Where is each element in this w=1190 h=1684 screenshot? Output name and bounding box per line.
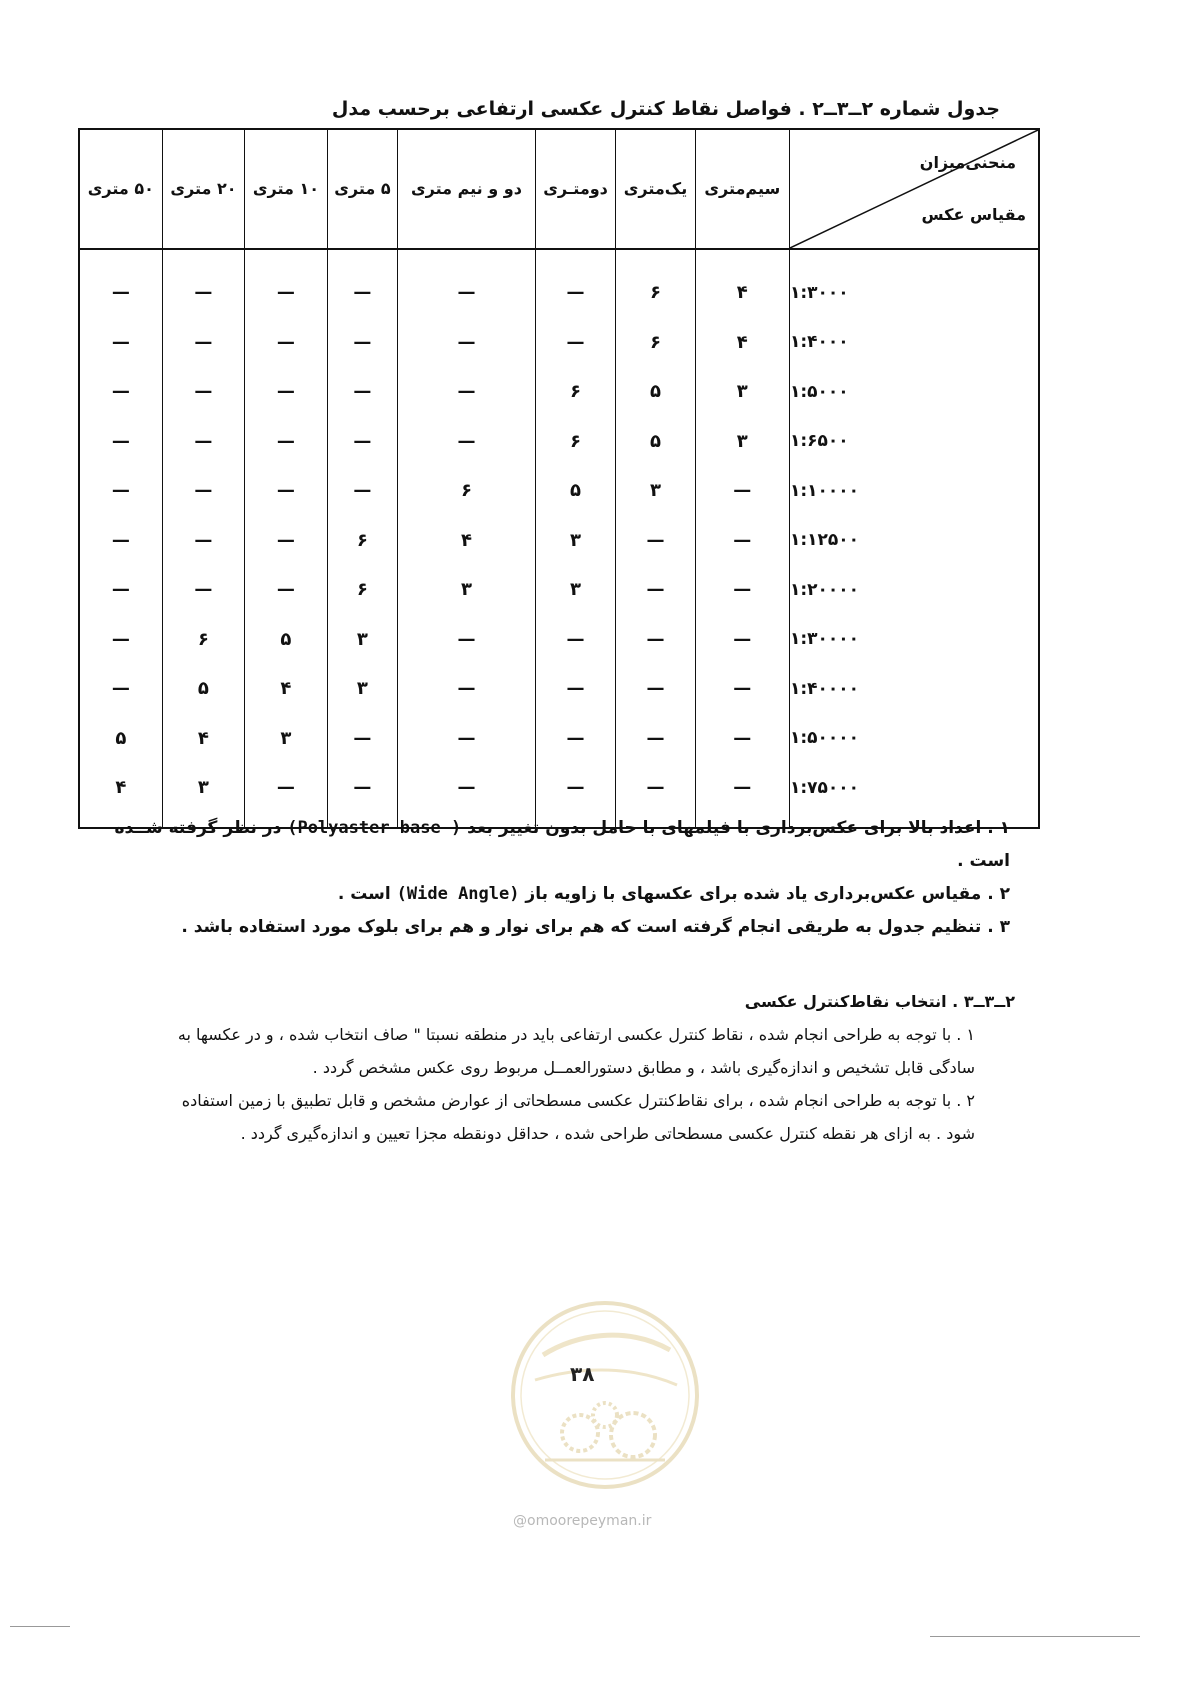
value-cell: — [162, 516, 245, 566]
scale-cell: ۱:۱۲۵۰۰ [790, 516, 1040, 566]
value-cell: — [245, 367, 328, 417]
value-cell: — [535, 714, 616, 764]
value-cell: — [245, 763, 328, 828]
scale-cell: ۱:۷۵۰۰۰ [790, 763, 1040, 828]
value-cell: ۵ [162, 664, 245, 714]
value-cell: ۶ [327, 516, 398, 566]
value-cell: — [245, 466, 328, 516]
value-cell: — [535, 615, 616, 665]
scale-cell: ۱:۵۰۰۰۰ [790, 714, 1040, 764]
value-cell: ۳ [398, 565, 536, 615]
column-header: ۱۰ متری [245, 129, 328, 249]
scale-cell: ۱:۳۰۰۰۰ [790, 615, 1040, 665]
value-cell: — [162, 249, 245, 318]
note-1-text: ۱ . اعداد بالا برای عکس‌برداری با فیلمهای با حامل بدون تغییر بعد [467, 818, 1010, 838]
table-row [79, 249, 1039, 318]
value-cell: — [327, 714, 398, 764]
column-header: ۵۰ متری [79, 129, 162, 249]
table-row [79, 516, 1039, 566]
value-cell: — [616, 763, 695, 828]
value-cell: — [79, 516, 162, 566]
value-cell: — [616, 516, 695, 566]
value-cell: — [535, 249, 616, 318]
scale-cell: ۱:۱۰۰۰۰ [790, 466, 1040, 516]
watermark-logo [505, 1295, 705, 1500]
value-cell: ۴ [79, 763, 162, 828]
value-cell: — [327, 763, 398, 828]
value-cell: ۳ [162, 763, 245, 828]
column-header: سیم‌متری [695, 129, 789, 249]
watermark-url: @omoorepeyman.ir [513, 1513, 652, 1529]
value-cell: — [695, 615, 789, 665]
value-cell: ۵ [535, 466, 616, 516]
table-row [79, 615, 1039, 665]
note-2-text-end: است . [337, 884, 391, 904]
value-cell: ۳ [616, 466, 695, 516]
note-2 [80, 878, 1010, 911]
value-cell: — [327, 417, 398, 467]
column-header: ۲۰ متری [162, 129, 245, 249]
section-item-2: ۲ . با توجه به طراحی انجام شده ، برای نقاط‌کنترل عکسی مسطحاتی از عوارض مشخص و قابل تطبیق با زمین استفاده شود . به ازای هر نقطه کنترل عکسی مسطحاتی طراحی شده ، حداقل دونقطه مجزا تعیین و اندازه‌گیری گردد . [181, 1091, 975, 1143]
value-cell: — [398, 417, 536, 467]
value-cell: — [695, 516, 789, 566]
column-header: یک‌متری [616, 129, 695, 249]
value-cell: ۳ [327, 615, 398, 665]
note-1-text-end: در نظر گرفته شــده است . [114, 818, 1010, 871]
scale-cell: ۱:۴۰۰۰ [790, 318, 1040, 368]
table-row [79, 466, 1039, 516]
table-caption: جدول شماره ۲ــ۳ــ۲ . فواصل نقاط کنترل عکسی ارتفاعی برحسب مدل [331, 98, 1000, 120]
value-cell: — [79, 318, 162, 368]
value-cell: — [162, 565, 245, 615]
note-3: ۳ . تنظیم جدول به طریقی انجام گرفته است که هم برای نوار و هم برای بلوک مورد استفاده باشد . [181, 917, 1010, 937]
value-cell: — [535, 763, 616, 828]
scale-cell: ۱:۵۰۰۰ [790, 367, 1040, 417]
value-cell: ۶ [398, 466, 536, 516]
value-cell: — [79, 367, 162, 417]
diagonal-divider [790, 130, 1038, 248]
section-heading: ۲ــ۳ــ۳ . انتخاب نقاط‌کنترل عکسی [744, 992, 1015, 1011]
value-cell: ۳ [695, 367, 789, 417]
header-contour-label: منحنی‌میزان [919, 153, 1016, 172]
value-cell: — [79, 417, 162, 467]
value-cell: ۳ [695, 417, 789, 467]
scale-cell: ۱:۳۰۰۰ [790, 249, 1040, 318]
column-header: دومتـری [535, 129, 616, 249]
header-scale-label: مقیاس عکس [921, 205, 1026, 225]
value-cell: — [535, 664, 616, 714]
value-cell: ۴ [245, 664, 328, 714]
value-cell: — [79, 565, 162, 615]
value-cell: — [162, 367, 245, 417]
value-cell: — [695, 714, 789, 764]
value-cell: ۳ [535, 565, 616, 615]
value-cell: — [398, 763, 536, 828]
value-cell: ۵ [245, 615, 328, 665]
value-cell: ۶ [162, 615, 245, 665]
value-cell: — [398, 367, 536, 417]
note-1 [80, 812, 1010, 878]
page-number: ۳۸ [570, 1362, 595, 1386]
value-cell: — [616, 714, 695, 764]
table-row [79, 565, 1039, 615]
value-cell: — [79, 664, 162, 714]
table-row [79, 714, 1039, 764]
value-cell: ۵ [79, 714, 162, 764]
control-point-table [78, 128, 1040, 829]
section-item-1: ۱ . با توجه به طراحی انجام شده ، نقاط کنترل عکسی ارتفاعی باید در منطقه نسبتا " صاف انتخاب شده ، و در عکسها به سادگی قابل تشخیص و اندازه‌گیری باشد ، و مطابق دستورالعمــل مربوط روی عکس مشخص گردد . [177, 1025, 975, 1077]
value-cell: — [162, 466, 245, 516]
value-cell: — [245, 417, 328, 467]
value-cell: ۶ [535, 417, 616, 467]
value-cell: — [695, 763, 789, 828]
value-cell: ۳ [535, 516, 616, 566]
value-cell: ۵ [616, 417, 695, 467]
table-row [79, 664, 1039, 714]
value-cell: — [616, 664, 695, 714]
value-cell: ۶ [616, 318, 695, 368]
bottom-rule [930, 1636, 1140, 1637]
value-cell: — [616, 565, 695, 615]
table-header-row [79, 129, 1039, 249]
value-cell: — [79, 249, 162, 318]
table-row [79, 417, 1039, 467]
value-cell: — [245, 565, 328, 615]
value-cell: — [398, 714, 536, 764]
value-cell: ۳ [245, 714, 328, 764]
value-cell: — [398, 249, 536, 318]
value-cell: ۴ [398, 516, 536, 566]
value-cell: — [695, 664, 789, 714]
value-cell: — [79, 466, 162, 516]
scale-cell: ۱:۶۵۰۰ [790, 417, 1040, 467]
note-2-latin: (Wide Angle) [396, 884, 520, 904]
value-cell: ۴ [162, 714, 245, 764]
value-cell: — [162, 318, 245, 368]
value-cell: ۵ [616, 367, 695, 417]
value-cell: — [616, 615, 695, 665]
table-row [79, 367, 1039, 417]
column-header: ۵ متری [327, 129, 398, 249]
value-cell: — [327, 318, 398, 368]
column-header: دو و نیم متری [398, 129, 536, 249]
note-2-text: ۲ . مقیاس عکس‌برداری یاد شده برای عکسهای با زاویه باز [525, 884, 1010, 904]
value-cell: ۶ [535, 367, 616, 417]
table-notes [80, 812, 1010, 944]
value-cell: ۴ [695, 249, 789, 318]
value-cell: — [535, 318, 616, 368]
value-cell: — [245, 249, 328, 318]
value-cell: — [398, 664, 536, 714]
table-row [79, 318, 1039, 368]
value-cell: — [245, 516, 328, 566]
value-cell: — [695, 565, 789, 615]
value-cell: — [327, 466, 398, 516]
value-cell: ۶ [616, 249, 695, 318]
value-cell: — [398, 318, 536, 368]
value-cell: ۳ [327, 664, 398, 714]
value-cell: — [79, 615, 162, 665]
value-cell: — [245, 318, 328, 368]
scale-cell: ۱:۴۰۰۰۰ [790, 664, 1040, 714]
bottom-rule [10, 1626, 70, 1627]
value-cell: — [695, 466, 789, 516]
value-cell: ۶ [327, 565, 398, 615]
value-cell: — [162, 417, 245, 467]
section-control-points [155, 985, 1015, 1150]
value-cell: ۴ [695, 318, 789, 368]
table-body [79, 249, 1039, 828]
scale-cell: ۱:۲۰۰۰۰ [790, 565, 1040, 615]
value-cell: — [327, 249, 398, 318]
header-corner-cell [790, 129, 1040, 249]
note-1-latin: (Polyaster base ) [287, 818, 462, 838]
value-cell: — [398, 615, 536, 665]
value-cell: — [327, 367, 398, 417]
